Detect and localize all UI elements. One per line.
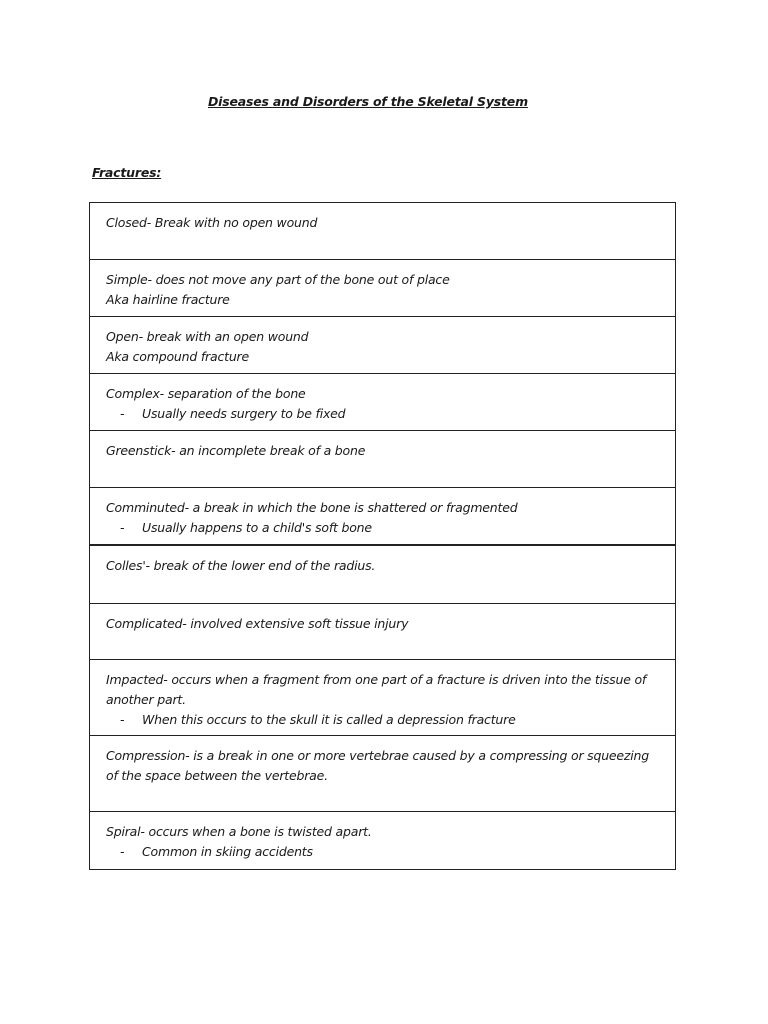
fracture-row-impacted: [90, 660, 675, 736]
fracture-row-comminuted: [90, 488, 675, 546]
fracture-definition: Closed- Break with no open wound: [106, 215, 318, 230]
fracture-row-closed: [90, 203, 675, 260]
fracture-note: [106, 710, 661, 730]
bullet-marker: -: [120, 844, 125, 859]
fracture-definition: Comminuted- a break in which the bone is shattered or fragmented: [106, 500, 518, 515]
fracture-definition: Spiral- occurs when a bone is twisted apart.: [106, 824, 372, 839]
document-title: Diseases and Disorders of the Skeletal System: [208, 94, 528, 109]
fracture-row-greenstick: [90, 431, 675, 488]
fracture-note-text: Usually happens to a child's soft bone: [142, 520, 372, 535]
fracture-note: [106, 404, 661, 424]
fracture-row-spiral: [90, 812, 675, 869]
fracture-row-colles: [90, 546, 675, 604]
fracture-row-complex: [90, 374, 675, 431]
fracture-definition: Open- break with an open wound: [106, 329, 309, 344]
fracture-row-simple: [90, 260, 675, 317]
fracture-row-open: [90, 317, 675, 374]
fracture-definition: Compression- is a break in one or more vertebrae caused by a compressing or squeezing of the space between the vertebrae.: [106, 748, 649, 783]
fracture-row-compression: [90, 736, 675, 812]
fracture-definition: Complicated- involved extensive soft tissue injury: [106, 616, 409, 631]
fracture-note-text: Usually needs surgery to be fixed: [142, 406, 346, 421]
fracture-definition: Impacted- occurs when a fragment from one part of a fracture is driven into the tissue of another part.: [106, 672, 647, 707]
fracture-definition: Complex- separation of the bone: [106, 386, 306, 401]
fractures-table: [89, 202, 676, 870]
fracture-alias: Aka compound fracture: [106, 349, 249, 364]
bullet-marker: -: [120, 520, 125, 535]
bullet-marker: -: [120, 406, 125, 421]
fracture-note-text: When this occurs to the skull it is called a depression fracture: [142, 712, 516, 727]
fracture-definition: Simple- does not move any part of the bone out of place: [106, 272, 450, 287]
section-heading-fractures: Fractures:: [92, 165, 162, 180]
fracture-note-text: Common in skiing accidents: [142, 844, 313, 859]
fracture-row-complicated: [90, 604, 675, 660]
fracture-note: [106, 842, 661, 862]
fracture-alias: Aka hairline fracture: [106, 292, 230, 307]
fracture-definition: Greenstick- an incomplete break of a bone: [106, 443, 366, 458]
bullet-marker: -: [120, 712, 125, 727]
fracture-note: [106, 518, 661, 538]
fracture-definition: Colles'- break of the lower end of the radius.: [106, 558, 376, 573]
